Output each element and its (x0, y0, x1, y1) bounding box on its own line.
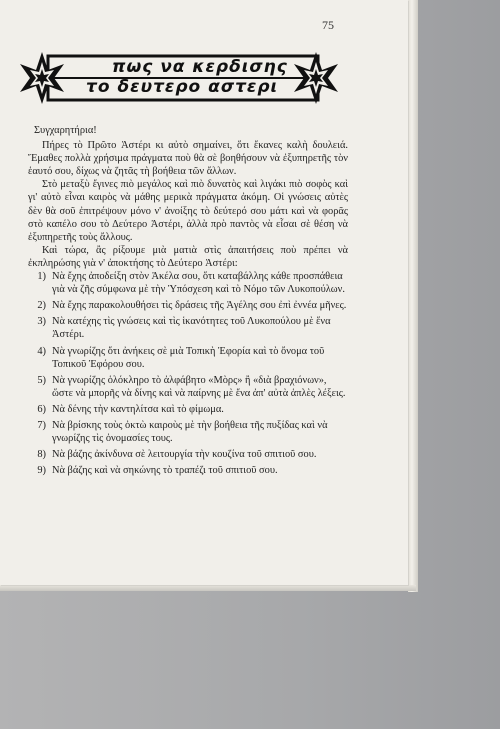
item-number: 6) (37, 403, 46, 415)
list-item (28, 448, 348, 461)
item-number: 7) (37, 419, 46, 431)
item-text: Νὰ κατέχης τὶς γνώσεις καὶ τὶς ἱκανότητες τοῦ Λυκοπούλου μὲ ἕνα Ἀστέρι. (52, 316, 331, 341)
item-number: 8) (37, 449, 46, 461)
title-line-2: το δευτερο αστερι (86, 77, 279, 97)
list-item (28, 315, 348, 341)
item-text: Νὰ βάζης ἀκίνδυνα σὲ λειτουργία τὴν κουζίνα τοῦ σπιτιοῦ σου. (52, 449, 317, 461)
greeting: Συγχαρητήρια! (34, 125, 97, 136)
page-number: 75 (322, 18, 334, 32)
list-item (28, 419, 348, 445)
item-text: Νὰ βάζης καὶ νὰ σηκώνης τὸ τραπέζι τοῦ σπιτιοῦ σου. (52, 465, 278, 477)
item-number: 5) (37, 374, 46, 386)
requirements-list (28, 270, 348, 477)
paragraph: Καὶ τώρα, ἂς ρίξουμε μιὰ ματιὰ στὶς ἀπαιτήσεις ποὺ πρέπει νὰ ἐκπληρώσης γιὰ ν' ἀποκτήσης τὸ Δεύτερο Ἀστέρι: (28, 244, 348, 269)
list-item (28, 403, 348, 416)
item-text: Νὰ βρίσκης τοὺς ὀκτὼ καιροὺς μὲ τὴν βοήθεια τῆς πυξίδας καὶ νὰ γνωρίζης τὶς ὀνομασίες τους. (52, 419, 328, 445)
list-item (28, 464, 348, 477)
page-edge (408, 0, 418, 592)
list-item (28, 345, 348, 371)
paragraph: Στὸ μεταξὺ ἔγινες πιὸ μεγάλος καὶ πιὸ δυνατὸς καὶ λιγάκι πιὸ σοφὸς καὶ γι' αὐτὸ εἶναι καιρὸς νὰ μάθης μερικὰ πράγματα ἀκόμη. Οἱ γνώσεις αὐτὲς δὲν θὰ σοῦ ἐπιτρέψουν μόνο ν' ἀνοίξης τὸ δεύτερό σου μάτι καὶ νὰ φορᾶς στὸ καπέλο σου τὸ Δεύτερο Ἀστέρι, ἀλλὰ πρὸ παντὸς νὰ εἶσαι σὲ θέση νὰ ἐξυπηρετῆς τοὺς ἄλλους. (28, 179, 348, 243)
item-number: 9) (37, 465, 46, 477)
item-text: Νὰ δένης τὴν καντηλίτσα καὶ τὸ φίμωμα. (52, 403, 224, 415)
list-item (28, 270, 348, 296)
list-item (28, 374, 348, 400)
paragraph: Πήρες τὸ Πρῶτο Ἀστέρι κι αὐτὸ σημαίνει, ὅτι ἔκανες καλὴ δουλειά. Ἔμαθες πολλὰ χρήσιμα πράγματα ποὺ θὰ σὲ βοηθήσουν νὰ ἐξυπηρετῆς τὸν ἑαυτό σου, δίχως νὰ ζητᾶς τὴ βοήθεια τῶν ἄλλων. (28, 140, 348, 178)
page-bottom-edge (0, 585, 416, 591)
item-number: 3) (37, 316, 46, 328)
item-text: Νὰ ἔχης παρακολουθήσει τὶς δράσεις τῆς Ἀγέλης σου ἐπὶ ἐννέα μῆνες. (52, 300, 347, 312)
item-text: Νὰ γνωρίζης ὅτι ἀνήκεις σὲ μιὰ Τοπικὴ Ἐφορία καὶ τὸ ὄνομα τοῦ Τοπικοῦ Ἐφόρου σου. (52, 345, 325, 370)
body-text (28, 124, 348, 480)
list-item (28, 299, 348, 312)
item-text: Νὰ ἔχης ἀποδείξη στὸν Ἀκέλα σου, ὅτι καταβάλλης κάθε προσπάθεια γιὰ νὰ ζῆς σύμφωνα μὲ τὴν Ὑπόσχεση καὶ τὸ Νόμο τῶν Λυκοπούλων. (52, 271, 345, 296)
title-banner (18, 50, 340, 106)
item-number: 4) (37, 345, 46, 357)
item-number: 2) (37, 300, 46, 312)
item-number: 1) (37, 271, 46, 283)
title-line-1: πως να κερδισης (112, 57, 288, 77)
item-text: Νὰ γνωρίζης ὁλόκληρο τὸ ἀλφάβητο «Μὸρς» ἢ «διὰ βραχιόνων», ὥστε νὰ μπορῆς νὰ δίνης καὶ νὰ παίρνης μὲ ἕνα ἀπ' αὐτὰ ἁπλὲς λέξεις. (52, 374, 346, 399)
